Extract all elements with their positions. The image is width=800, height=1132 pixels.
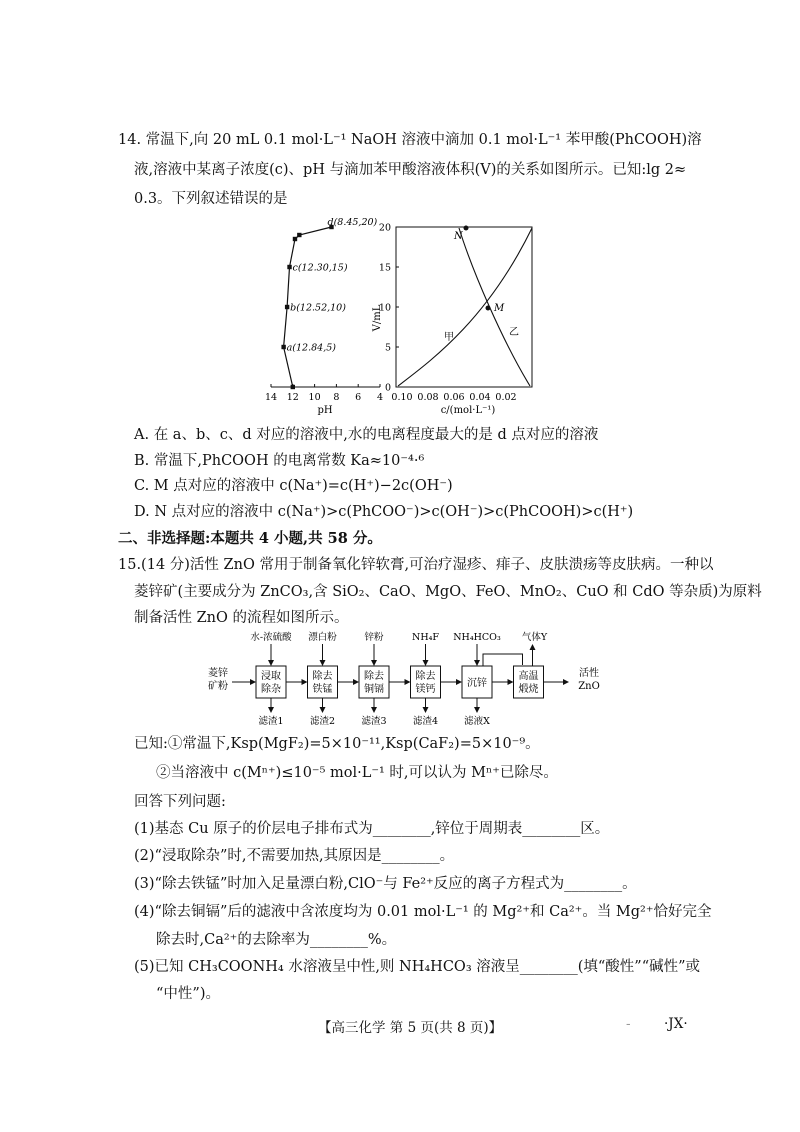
flow-reagent: NH₄HCO₃ — [453, 632, 501, 643]
flow-residue: 滤渣4 — [412, 716, 439, 727]
flow-residue: 滤渣2 — [309, 716, 336, 727]
footer-right: ·JX· — [664, 1016, 688, 1032]
footer-dash: - — [626, 1016, 631, 1032]
q15-sub-4b: 除去时,Ca²⁺的去除率为________%。 — [156, 932, 397, 948]
label-N: N — [454, 231, 463, 242]
q15-sub-5a: (5)已知 CH₃COONH₄ 水溶液呈中性,则 NH₄HCO₃ 溶液呈________(填“酸性”“碱性”或 — [134, 959, 701, 975]
q15-sub-2: (2)“浸取除杂”时,不需要加热,其原因是________。 — [134, 848, 455, 864]
q15-known-1: 已知:①常温下,Ksp(MgF₂)=5×10⁻¹¹,Ksp(CaF₂)=5×10⁻⁹。 — [134, 736, 540, 752]
q15-line2: 菱锌矿(主要成分为 ZnCO₃,含 SiO₂、CaO、MgO、FeO、MnO₂、CuO 和 CdO 等杂质)为原料 — [134, 584, 762, 600]
left-x-tick-label: 12 — [286, 392, 299, 403]
flow-end-1: 活性 — [579, 668, 599, 679]
flow-step-name: 高温 — [518, 671, 539, 682]
left-point-marker — [297, 233, 301, 237]
flow-arrow — [483, 654, 523, 666]
flow-step-name: 除去 — [415, 671, 436, 682]
q14-line1: 14. 常温下,向 20 mL 0.1 mol·L⁻¹ NaOH 溶液中滴加 0.1 mol·L⁻¹ 苯甲酸(PhCOOH)溶 — [118, 132, 702, 148]
flow-step-name: 除去 — [312, 671, 333, 682]
left-point-label: d(8.45,20) — [327, 217, 378, 228]
right-x-tick-label: 0.06 — [443, 392, 465, 403]
flow-residue: 滤液X — [464, 716, 490, 727]
right-x-tick-label: 0.08 — [417, 392, 439, 403]
q14-chart — [262, 210, 562, 425]
left-point-label: b(12.52,10) — [290, 302, 346, 314]
right-frame — [396, 227, 532, 387]
flow-reagent: 水-浓硫酸 — [250, 632, 292, 643]
right-x-tick-label: 0.04 — [469, 392, 491, 403]
flow-step-name: 浸取 — [261, 671, 281, 682]
right-y-tick-label: 20 — [378, 222, 391, 234]
q14-line2: 液,溶液中某离子浓度(c)、pH 与滴加苯甲酸溶液体积(V)的关系如图所示。已知:lg 2≈ — [134, 162, 687, 178]
left-x-tick-label: 4 — [376, 392, 384, 403]
curve-jia — [398, 228, 532, 386]
flow-residue: 滤渣1 — [258, 716, 284, 727]
q15-sub-1: (1)基态 Cu 原子的价层电子排布式为________,锌位于周期表________区。 — [134, 821, 610, 837]
flow-reagent: 漂白粉 — [308, 632, 337, 643]
section-2-heading: 二、非选择题:本题共 4 小题,共 58 分。 — [118, 530, 382, 547]
left-point-marker — [281, 345, 285, 349]
right-y-tick-label: 15 — [378, 262, 391, 274]
right-x-tick-label: 0.02 — [495, 392, 517, 403]
right-y-tick-label: 0 — [384, 382, 391, 394]
q15-sub-4a: (4)“除去铜镉”后的滤液中含浓度均为 0.01 mol·L⁻¹ 的 Mg²⁺和 Ca²⁺。当 Mg²⁺恰好完全 — [134, 904, 712, 920]
flow-start-1: 菱锌 — [208, 668, 228, 679]
flow-end-2: ZnO — [578, 681, 600, 692]
q15-sub-5b: “中性”)。 — [156, 986, 220, 1002]
q15-ask: 回答下列问题: — [134, 794, 226, 810]
left-x-tick-label: 6 — [355, 392, 362, 403]
right-xlabel: c/(mol·L⁻¹) — [440, 405, 496, 416]
q15-line3: 制备活性 ZnO 的流程如图所示。 — [134, 610, 349, 626]
label-M: M — [494, 303, 505, 314]
q14-option-d: D. N 点对应的溶液中 c(Na⁺)>c(PhCOO⁻)>c(OH⁻)>c(PhCOOH)>c(H⁺) — [134, 504, 634, 520]
flow-step-name: 除杂 — [261, 684, 281, 695]
flow-residue: 滤渣3 — [361, 716, 387, 727]
label-jia: 甲 — [444, 332, 454, 343]
right-x-tick-label: 0.10 — [391, 392, 413, 403]
left-x-tick-label: 10 — [308, 392, 321, 403]
point-N — [464, 226, 469, 231]
q15-known-2: ②当溶液中 c(Mⁿ⁺)≤10⁻⁵ mol·L⁻¹ 时,可以认为 Mⁿ⁺已除尽。 — [156, 765, 558, 781]
flow-step-name: 铁锰 — [312, 684, 333, 695]
left-point-marker — [293, 237, 297, 241]
left-point-marker — [287, 265, 291, 269]
left-x-tick-label: 8 — [333, 392, 340, 403]
left-point-marker — [285, 305, 289, 309]
footer-center: 【高三化学 第 5 页(共 8 页)】 — [318, 1020, 503, 1036]
q15-sub-3: (3)“除去铁锰”时加入足量漂白粉,ClO⁻与 Fe²⁺反应的离子方程式为________。 — [134, 876, 637, 892]
flow-reagent: NH₄F — [412, 632, 439, 643]
flow-step-name: 铜镉 — [364, 684, 384, 695]
label-yi: 乙 — [509, 327, 519, 338]
left-point-label: c(12.30,15) — [292, 262, 348, 274]
q15-flowchart — [200, 630, 620, 730]
flow-step-name: 除去 — [364, 671, 384, 682]
flow-gas: 气体Y — [521, 632, 548, 643]
flow-step-name: 煅烧 — [518, 684, 539, 695]
flow-step-name: 沉锌 — [467, 678, 487, 689]
q15-line1: 15.(14 分)活性 ZnO 常用于制备氧化锌软膏,可治疗湿疹、痱子、皮肤溃疡等皮肤病。一种以 — [118, 557, 714, 573]
right-ylabel: V/mL — [372, 304, 383, 332]
flow-step-name: 镁钙 — [415, 684, 436, 695]
point-M — [486, 306, 491, 311]
left-point-label: a(12.84,5) — [286, 342, 336, 354]
q14-option-c: C. M 点对应的溶液中 c(Na⁺)=c(H⁺)−2c(OH⁻) — [134, 478, 453, 494]
flow-reagent: 锌粉 — [364, 632, 384, 643]
left-point-marker — [291, 385, 295, 389]
right-y-tick-label: 10 — [378, 302, 391, 314]
right-y-tick-label: 5 — [384, 342, 391, 354]
left-x-tick-label: 14 — [264, 392, 278, 403]
left-xlabel: pH — [317, 405, 333, 416]
q14-line3: 0.3。下列叙述错误的是 — [134, 191, 288, 207]
q14-option-b: B. 常温下,PhCOOH 的电离常数 Ka≈10⁻⁴·⁶ — [134, 453, 425, 469]
q14-option-a: A. 在 a、b、c、d 对应的溶液中,水的电离程度最大的是 d 点对应的溶液 — [134, 427, 599, 443]
flow-start-2: 矿粉 — [208, 681, 228, 692]
